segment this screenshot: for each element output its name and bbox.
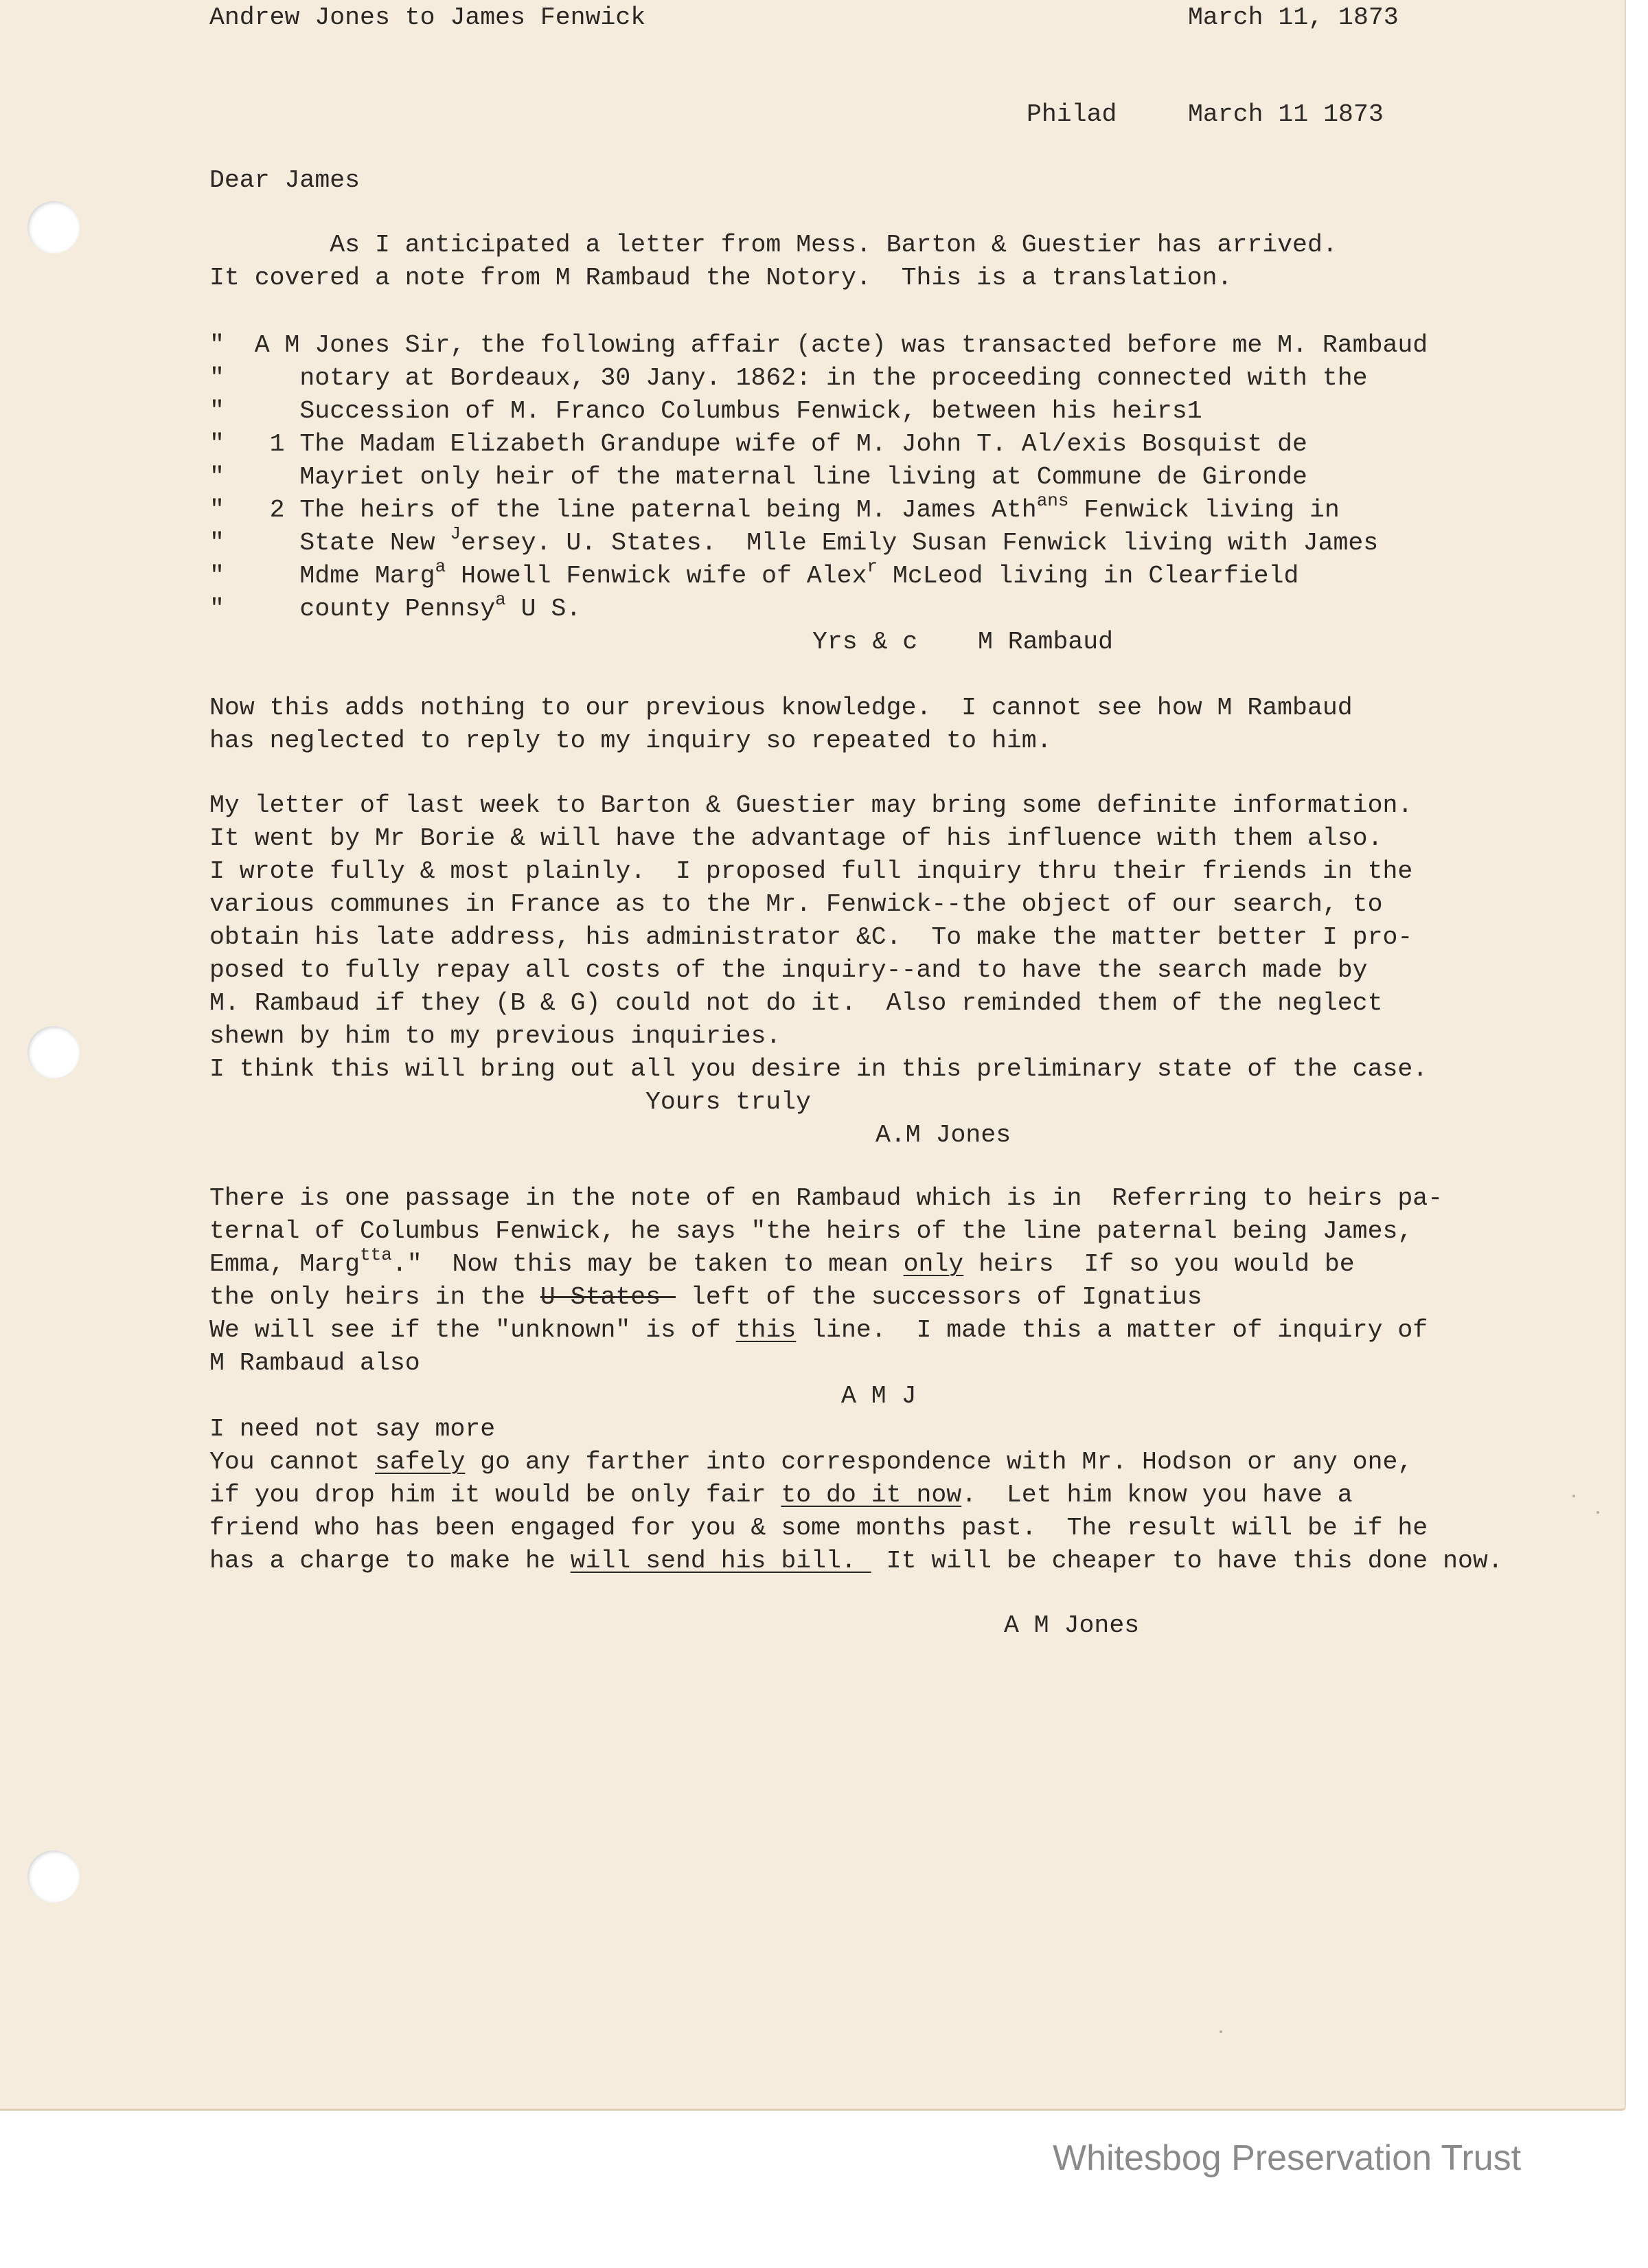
quote-line: " notary at Bordeaux, 30 Jany. 1862: in the proceeding connected with the (209, 364, 1368, 392)
header-date: March 11, 1873 (1188, 3, 1399, 32)
closing: Yours truly (645, 1088, 811, 1116)
punch-hole (27, 1026, 80, 1078)
postscript-line: the only heirs in the U-States- left of the successors of Ignatius (209, 1283, 1202, 1311)
paper-speck (1596, 1511, 1599, 1514)
paragraph-line: You cannot safely go any farther into correspondence with Mr. Hodson or any one, (209, 1448, 1413, 1476)
postscript-line: Emma, Marg$^{tta}$." Now this may be taken to mean only heirs If so you would be (209, 1245, 1355, 1278)
paragraph-line: obtain his late address, his administrator &C. To make the matter better I pro- (209, 923, 1413, 951)
paragraph-line: It went by Mr Borie & will have the advantage of his influence with them also. (209, 824, 1383, 852)
quote-line: " 2 The heirs of the line paternal being M. James Ath$^{ans}$ Fenwick living in (209, 490, 1340, 524)
paragraph-line: As I anticipated a letter from Mess. Barton & Guestier has arrived. (209, 231, 1338, 259)
postscript-line: ternal of Columbus Fenwick, he says "the heirs of the line paternal being James, (209, 1217, 1413, 1245)
signature: A.M Jones (876, 1121, 1011, 1149)
punch-hole (27, 1850, 80, 1903)
signature: A M Jones (1004, 1611, 1140, 1640)
paragraph-line: I need not say more (209, 1415, 496, 1443)
watermark: Whitesbog Preservation Trust (1053, 2138, 1522, 2178)
header-title: Andrew Jones to James Fenwick (209, 3, 646, 32)
quote-line: " Mayriet only heir of the maternal line living at Commune de Gironde (209, 463, 1307, 491)
paragraph-line: has neglected to reply to my inquiry so repeated to him. (209, 727, 1052, 755)
letter-place: Philad (1027, 100, 1117, 128)
paragraph-line: I wrote fully & most plainly. I proposed full inquiry thru their friends in the (209, 857, 1413, 885)
quote-line: " 1 The Madam Elizabeth Grandupe wife of M. John T. Al/exis Bosquist de (209, 430, 1307, 458)
postscript-line: M Rambaud also (209, 1349, 420, 1377)
paragraph-line: has a charge to make he will send his bill. It will be cheaper to have this done now. (209, 1547, 1503, 1575)
paragraph-line: friend who has been engaged for you & some months past. The result will be if he (209, 1514, 1428, 1542)
quote-line: " State New $^J$ersey. U. States. Mlle Emily Susan Fenwick living with James (209, 523, 1379, 557)
quote-line: " A M Jones Sir, the following affair (acte) was transacted before me M. Rambaud (209, 331, 1428, 359)
paragraph-line: posed to fully repay all costs of the inquiry--and to have the search made by (209, 956, 1368, 984)
paper-speck (1220, 2030, 1222, 2033)
paragraph-line: if you drop him it would be only fair to do it now. Let him know you have a (209, 1481, 1353, 1509)
paragraph-line: I think this will bring out all you desire in this preliminary state of the case. (209, 1055, 1428, 1083)
quote-line: " county Pennsy$^a$ U S. (209, 589, 582, 623)
paragraph-line: various communes in France as to the Mr. Fenwick--the object of our search, to (209, 890, 1383, 918)
initials: A M J (841, 1382, 917, 1410)
paragraph-line: M. Rambaud if they (B & G) could not do it. Also reminded them of the neglect (209, 989, 1383, 1017)
paper-speck (1572, 1495, 1575, 1497)
paragraph-line: It covered a note from M Rambaud the Notory. This is a translation. (209, 264, 1233, 292)
quote-signature: Yrs & c M Rambaud (812, 628, 1114, 656)
postscript-line: We will see if the "unknown" is of this line. I made this a matter of inquiry of (209, 1316, 1428, 1344)
paragraph-line: My letter of last week to Barton & Guestier may bring some definite information. (209, 791, 1413, 819)
quote-line: " Mdme Marg$^a$ Howell Fenwick wife of Alex$^r$ McLeod living in Clearfield (209, 556, 1299, 590)
paragraph-line: Now this adds nothing to our previous knowledge. I cannot see how M Rambaud (209, 694, 1353, 722)
postscript-line: There is one passage in the note of en Rambaud which is in Referring to heirs pa- (209, 1184, 1443, 1212)
punch-hole (27, 201, 80, 253)
quote-line: " Succession of M. Franco Columbus Fenwick, between his heirs1 (209, 397, 1202, 425)
paragraph-line: shewn by him to my previous inquiries. (209, 1022, 781, 1050)
salutation: Dear James (209, 166, 360, 194)
letter-date: March 11 1873 (1188, 100, 1384, 128)
